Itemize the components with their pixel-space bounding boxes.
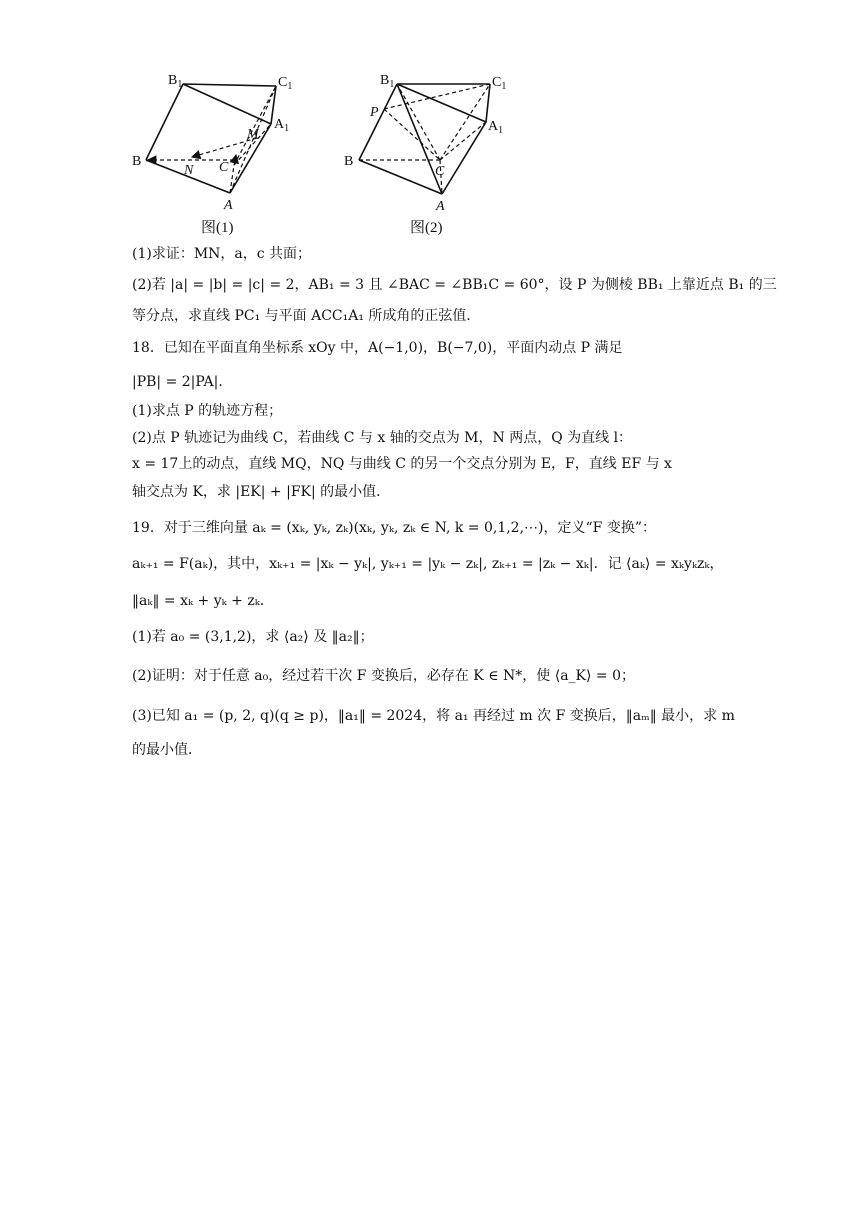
label-c: C bbox=[219, 160, 229, 175]
edge-cc1 bbox=[440, 84, 490, 160]
q18-stem-line2: |PB| = 2|PA|． bbox=[132, 374, 233, 390]
label-b: B bbox=[344, 154, 354, 169]
edge-b1b bbox=[146, 84, 183, 160]
label-b: B bbox=[132, 154, 142, 169]
figure-1 bbox=[120, 62, 320, 212]
edge-pc1 bbox=[384, 84, 490, 109]
edge-b1b bbox=[359, 84, 397, 160]
edge-b1a1 bbox=[183, 84, 271, 124]
q17-part2-line1: (2)若 |a| = |b| = |c| = 2，AB₁ = 3 且 ∠BAC = ∠BB₁C = 60°，设 P 为侧棱 BB₁ 上靠近点 B₁ 的三 bbox=[132, 277, 777, 293]
label-m: M bbox=[247, 127, 259, 142]
label-a1: $A_1$ bbox=[274, 117, 290, 134]
q18-part2-line3: 轴交点为 K，求 |EK| + |FK| 的最小值． bbox=[132, 484, 391, 500]
q19-part3-line1: (3)已知 a₁ = (p, 2, q)(q ≥ p)，‖a₁‖ = 2024，将 a₁ 再经过 m 次 F 变换后，‖aₘ‖ 最小，求 m bbox=[132, 708, 735, 724]
q19-part1: (1)若 a₀ = (3,1,2)，求 ⟨a₂⟩ 及 ‖a₂‖； bbox=[132, 629, 374, 645]
q18-stem-line1: 18．已知在平面直角坐标系 xOy 中，A(−1,0)，B(−7,0)，平面内动点 P 满足 bbox=[132, 340, 623, 356]
edge-pc bbox=[384, 109, 440, 160]
label-c: C bbox=[435, 164, 445, 179]
label-c1: $C_1$ bbox=[278, 75, 293, 92]
label-b1: $B_1$ bbox=[380, 73, 395, 90]
edge-cb1 bbox=[397, 84, 440, 160]
label-p: P bbox=[370, 105, 379, 120]
edge-b1c1 bbox=[183, 84, 276, 86]
q17-part1: (1)求证：MN，a，c 共面； bbox=[132, 246, 312, 262]
q19-stem-line1: 19．对于三维向量 aₖ = (xₖ, yₖ, zₖ)(xₖ, yₖ, zₖ ∈ N, k = 0,1,2,⋯)，定义“F 变换”： bbox=[132, 520, 656, 536]
q19-stem-line2: aₖ₊₁ = F(aₖ)，其中，xₖ₊₁ = |xₖ − yₖ|, yₖ₊₁ = |yₖ − zₖ|, zₖ₊₁ = |zₖ − xₖ|．记 ⟨aₖ⟩ = xₖyₖzₖ， bbox=[132, 556, 724, 572]
q18-part1: (1)求点 P 的轨迹方程； bbox=[132, 403, 283, 419]
edge-a1a bbox=[442, 122, 486, 194]
label-c1: $C_1$ bbox=[492, 75, 507, 92]
q18-part2-line2: x = 17上的动点，直线 MQ，NQ 与曲线 C 的另一个交点分别为 E，F，直线 EF 与 x bbox=[132, 456, 672, 472]
q19-stem-line3: ‖aₖ‖ = xₖ + yₖ + zₖ． bbox=[132, 593, 274, 609]
figure-1-caption: 图(1) bbox=[201, 220, 234, 236]
label-a: A bbox=[436, 199, 445, 212]
label-a1: $A_1$ bbox=[488, 119, 504, 136]
figure-2 bbox=[340, 62, 540, 212]
q18-part2-line1: (2)点 P 轨迹记为曲线 C，若曲线 C 与 x 轴的交点为 M，N 两点，Q 为直线 l： bbox=[132, 430, 633, 446]
figure-2-caption: 图(2) bbox=[410, 220, 443, 236]
q17-part2-line2: 等分点，求直线 PC₁ 与平面 ACC₁A₁ 所成角的正弦值． bbox=[132, 308, 481, 324]
edge-ca1 bbox=[440, 122, 486, 160]
label-a: A bbox=[224, 198, 233, 212]
q19-part2: (2)证明：对于任意 a₀，经过若干次 F 变换后，必存在 K ∈ N*，使 ⟨a_K⟩ = 0； bbox=[132, 668, 635, 684]
label-b1: $B_1$ bbox=[168, 73, 183, 90]
q19-part3-line2: 的最小值． bbox=[132, 742, 202, 758]
label-n: N bbox=[184, 163, 194, 178]
